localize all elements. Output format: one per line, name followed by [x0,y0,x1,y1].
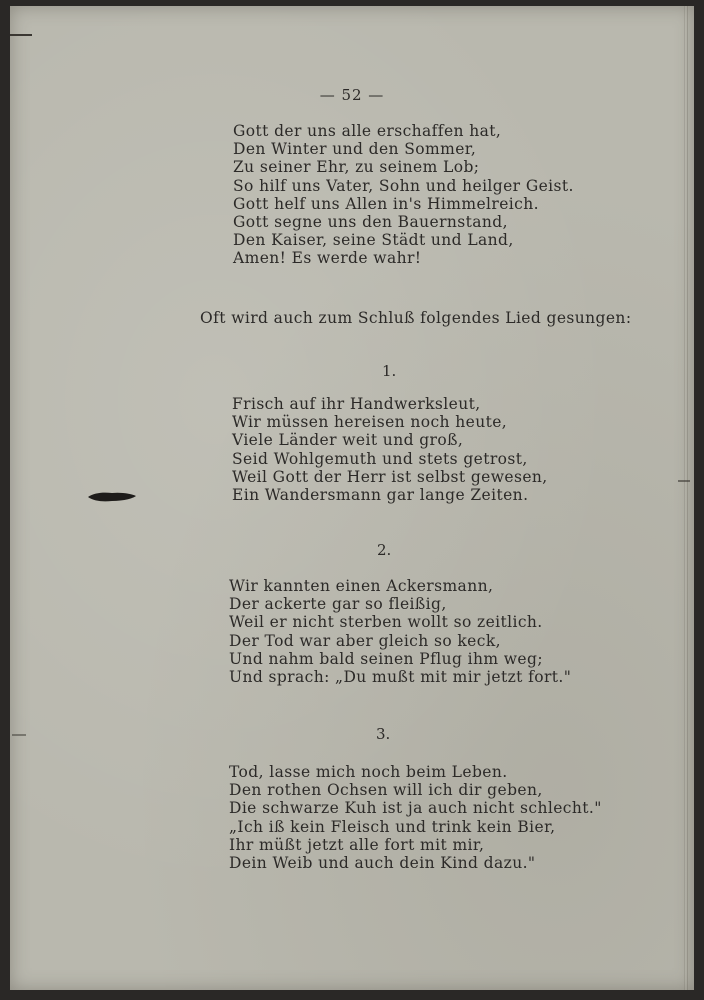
verse-line: Weil er nicht sterben wollt so zeitlich. [229,613,543,632]
verse-line: Wir kannten einen Ackersmann, [229,577,494,595]
margin-mark [678,480,690,482]
verse-line: Wir müssen hereisen noch heute, [232,413,508,432]
verse-line: Den rothen Ochsen will ich dir geben, [229,781,543,800]
stanza-line: Den Kaiser, seine Städt und Land, [233,231,514,250]
verse-1 [232,395,548,504]
stanza-line: Zu seiner Ehr, zu seinem Lob; [233,158,480,177]
verse-line: Viele Länder weit und groß, [232,431,464,450]
verse-line: Tod, lasse mich noch beim Leben. [229,763,508,781]
verse-line: Ihr müßt jetzt alle fort mit mir, [229,835,485,854]
verse-line: Und nahm bald seinen Pflug ihm weg; [229,649,543,668]
verse-line: Frisch auf ihr Handwerksleut, [232,395,481,413]
page-fold [684,6,688,990]
verse-2 [229,577,571,686]
stanza-line: So hilf uns Vater, Sohn und heilger Geist. [233,176,574,195]
verse-line: Dein Weib und auch dein Kind dazu." [229,854,536,873]
ink-blot-stain [86,490,138,504]
stanza-line: Gott der uns alle erschaffen hat, [233,122,502,140]
verse-line: Der Tod war aber gleich so keck, [229,631,501,650]
page-number: — 52 — [319,86,385,104]
book-page [10,6,694,990]
margin-mark [10,34,32,36]
opening-stanza [233,122,574,268]
stanza-line: Amen! Es werde wahr! [233,249,422,268]
verse-line: Seid Wohlgemuth und stets getrost, [232,449,528,468]
verse-line: „Ich iß kein Fleisch und trink kein Bier, [229,817,556,836]
stanza-line: Den Winter und den Sommer, [233,140,477,159]
verse-number: 2. [377,541,392,559]
verse-number: 1. [382,362,397,380]
verse-line: Und sprach: „Du mußt mit mir jetzt fort." [229,668,572,687]
verse-line: Der ackerte gar so fleißig, [229,595,447,614]
verse-3 [229,763,602,872]
verse-line: Ein Wandersmann gar lange Zeiten. [232,486,529,505]
stanza-line: Gott segne uns den Bauernstand, [233,213,508,232]
stanza-line: Gott helf uns Allen in's Himmelreich. [233,194,539,213]
verse-line: Die schwarze Kuh ist ja auch nicht schlecht." [229,799,602,818]
verse-line: Weil Gott der Herr ist selbst gewesen, [232,467,548,486]
margin-mark [12,734,26,736]
song-intro-line: Oft wird auch zum Schluß folgendes Lied gesungen: [200,309,632,327]
verse-number: 3. [376,725,391,743]
